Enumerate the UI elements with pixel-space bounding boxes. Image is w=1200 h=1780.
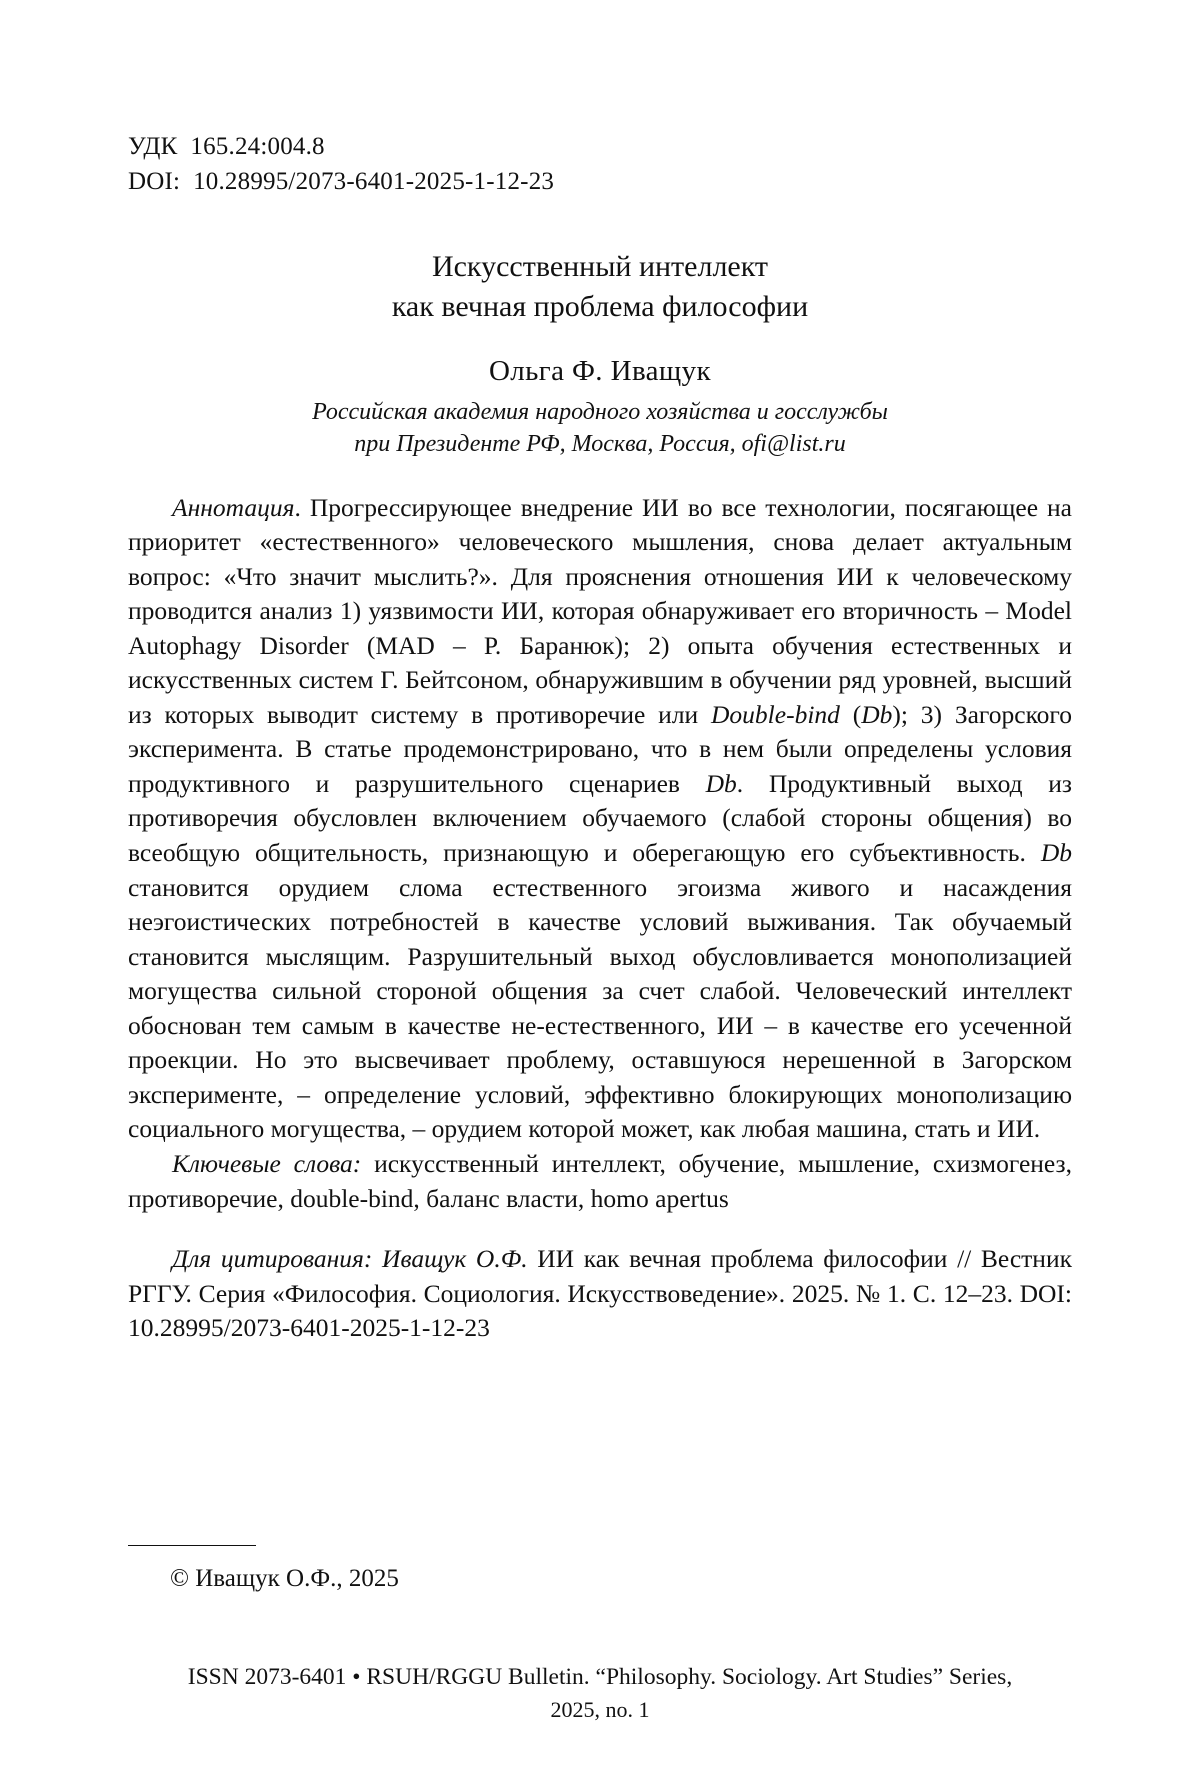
affiliation-line-1: Российская академия народного хозяйства и госслужбы (312, 398, 888, 425)
title-line-1: Искусственный интеллект (431, 250, 769, 283)
footnote-divider (128, 1545, 256, 1546)
keywords-paragraph (128, 1147, 1072, 1216)
affiliation-line-2: при Президенте РФ, Москва, Россия, ofi@list.ru (354, 431, 846, 458)
author-affiliation (128, 396, 1072, 461)
abstract-text-b: ( (839, 699, 862, 729)
abstract-text-d: . Продуктивный выход из противоречия обусловлен включением обучаемого (слабой стороны общения) во всеобщую общительность, признающую и оберегающую его субъективность. (128, 768, 1073, 868)
article-title (128, 247, 1072, 327)
title-line-2: как вечная проблема философии (391, 289, 809, 323)
citation-section (128, 1242, 1072, 1346)
doi-code: DOI: 10.28995/2073-6401-2025-1-12-23 (128, 167, 555, 195)
abstract-section (128, 491, 1072, 1147)
abstract-italic-2: Db (861, 699, 893, 729)
citation-label: Для цитирования: Иващук О.Ф. (172, 1244, 528, 1274)
footer-line-1: ISSN 2073-6401 • RSUH/RGGU Bulletin. “Philosophy. Sociology. Art Studies” Series, (187, 1664, 1013, 1690)
keywords-text: искусственный интеллект, обучение, мышление, схизмогенез, противоречие, double-bind, баланс власти, homo apertus (128, 1148, 1072, 1213)
abstract-text-c: ); 3) Загорского эксперимента. В статье продемонстрировано, что в нем были определены условия продуктивного и разрушительного сценариев (128, 699, 1072, 798)
abstract-label: Аннотация (172, 492, 295, 522)
abstract-text-e: становится орудием слома естественного эгоизма живого и насаждения неэгоистических потребностей в качестве условий выживания. Так обучаемый становится мыслящим. Разрушительный выход обусловливается монополизацией могущества сильной стороной общения за счет слабой. Человеческий интеллект обоснован тем самым в качестве не-естественного, ИИ – в качестве его усеченной проекции. Но это высвечивает проблему, оставшуюся нерешенной в Загорском эксперименте, – определение условий, эффективно блокирующих монополизацию социального могущества, – орудием которой может, как любая машина, стать и ИИ. (128, 872, 1072, 1144)
abstract-italic-4: Db (1040, 838, 1072, 868)
citation-text: ИИ как вечная проблема философии // Вестник РГГУ. Серия «Философия. Социология. Искусствоведение». 2025. № 1. С. 12–23. DOI: 10.28995/2073-6401-2025-1-12-23 (128, 1244, 1072, 1343)
citation-paragraph (128, 1242, 1072, 1346)
abstract-italic-3: Db (705, 768, 737, 798)
author-name: Ольга Ф. Иващук (488, 354, 712, 387)
abstract-text-a: . Прогрессирующее внедрение ИИ во все технологии, посягающее на приоритет «естественного» человеческого мышления, снова делает актуальным вопрос: «Что значит мыслить?». Для прояснения отношения ИИ к человеческому проводится анализ 1) уязвимости ИИ, которая обнаруживает его вторичность – Model Autophagy Disorder (MAD – Р. Баранюк); 2) опыта обучения естественных и искусственных систем Г. Бейтсоном, обнаружившим в обучении ряд уровней, высший из которых выводит систему в противоречие или (128, 492, 1072, 729)
copyright-line (128, 1565, 728, 1593)
page-footer (0, 1660, 1200, 1726)
abstract-italic-1: Double-bind (711, 699, 840, 729)
keywords-section (128, 1147, 1072, 1216)
copyright-text: © Иващук О.Ф., 2025 (170, 1565, 399, 1592)
udk-code: УДК 165.24:004.8 (128, 133, 325, 160)
footer-line-2: 2025, no. 1 (550, 1697, 650, 1723)
article-content (128, 130, 1072, 1346)
keywords-label: Ключевые слова: (172, 1148, 362, 1178)
abstract-paragraph (128, 491, 1072, 1147)
classification-codes (128, 130, 1072, 199)
